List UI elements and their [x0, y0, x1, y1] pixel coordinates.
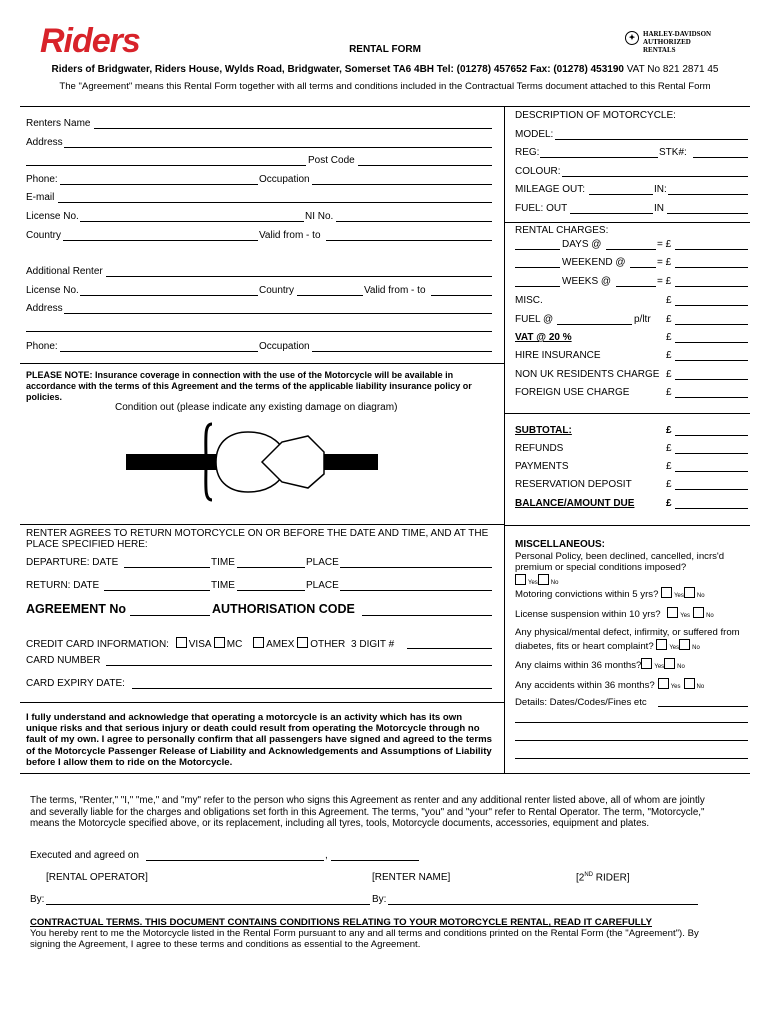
weeks-qty-field[interactable]	[515, 286, 560, 287]
agreement-definition: The "Agreement" means this Rental Form together with all terms and conditions included in the Contractual Terms document attached to this Rental Form	[59, 81, 711, 92]
additional-occupation-label: Occupation	[259, 341, 310, 352]
contract-heading: CONTRACTUAL TERMS. THIS DOCUMENT CONTAINS CONDITIONS RELATING TO YOUR MOTORCYCLE RENTAL, READ IT CAREFULLY	[30, 917, 652, 928]
top-rule	[20, 106, 750, 107]
fuel-rate-field[interactable]	[557, 324, 632, 325]
renters-name-label: Renters Name	[26, 118, 91, 129]
card-expiry-label: CARD EXPIRY DATE:	[26, 678, 125, 689]
credit-card-info	[26, 637, 394, 650]
weeks-eq: = £	[657, 276, 672, 287]
return-time-field[interactable]	[237, 590, 305, 591]
departure-date-field[interactable]	[124, 567, 210, 568]
right-rule-3	[504, 525, 750, 526]
additional-license-label: License No.	[26, 285, 79, 296]
defect-no-checkbox[interactable]	[679, 639, 690, 650]
additional-renter-label: Additional Renter	[26, 266, 103, 277]
mileage-in-label: IN:	[654, 184, 667, 195]
executed-comma: ,	[325, 850, 328, 861]
renter-signature-field[interactable]	[388, 904, 698, 905]
additional-address-label: Address	[26, 303, 63, 314]
policy-yes-checkbox[interactable]	[515, 574, 526, 585]
weeks-rate-field[interactable]	[616, 286, 656, 287]
by-label-2: By:	[372, 894, 387, 905]
card-number-field[interactable]	[106, 665, 492, 666]
motoring-no-checkbox[interactable]	[684, 587, 695, 598]
days-rate-field[interactable]	[606, 249, 656, 250]
three-digit-label: 3 DIGIT #	[351, 639, 395, 650]
miscellaneous-heading: MISCELLANEOUS:	[515, 539, 605, 550]
additional-license-field[interactable]	[80, 295, 258, 296]
days-eq: = £	[657, 239, 672, 250]
additional-phone-field[interactable]	[60, 351, 258, 352]
amex-label: AMEX	[266, 639, 295, 650]
additional-valid-label: Valid from - to	[364, 285, 426, 296]
stk-label: STK#:	[659, 147, 687, 158]
weeks-label: WEEKS @	[562, 276, 612, 287]
policy-yes-label: Yes	[528, 580, 538, 586]
form-title: RENTAL FORM	[349, 44, 421, 55]
reservation-deposit-label: RESERVATION DEPOSIT	[515, 479, 632, 490]
license-label: License No.	[26, 211, 79, 222]
renter-name-label: [RENTER NAME]	[372, 872, 451, 883]
subtotal-pound: £	[666, 425, 672, 436]
operator-signature-field[interactable]	[46, 904, 370, 905]
other-checkbox[interactable]	[297, 637, 308, 648]
address-line-2-field[interactable]	[26, 165, 306, 166]
return-place-label: PLACE	[306, 580, 339, 591]
executed-place-field[interactable]	[331, 860, 419, 861]
occupation-label: Occupation	[259, 174, 310, 185]
mileage-out-field[interactable]	[589, 194, 653, 195]
details-line-3[interactable]	[515, 740, 748, 741]
additional-country-field[interactable]	[297, 295, 363, 296]
fuel-out-label: FUEL: OUT	[515, 203, 568, 214]
payments-label: PAYMENTS	[515, 461, 569, 472]
days-total-field[interactable]	[675, 249, 748, 250]
return-agreement-text: RENTER AGREES TO RETURN MOTORCYCLE ON OR BEFORE THE DATE AND TIME, AND AT THE PLACE SPECIFIED HERE:	[26, 528, 489, 550]
motoring-question: Motoring convictions within 5 yrs?	[515, 589, 659, 600]
motoring-yes-label: Yes	[674, 593, 684, 599]
balance-due-field[interactable]	[675, 508, 748, 509]
motoring-yes-checkbox[interactable]	[661, 587, 672, 598]
rental-operator-label: [RENTAL OPERATOR]	[46, 872, 148, 883]
address-text: Riders of Bridgwater, Riders House, Wylds Road, Bridgwater, Somerset TA6 4BH Tel: (01278) 457652 Fax: (01278) 453190	[51, 64, 624, 75]
motoring-convictions-row	[515, 587, 705, 600]
right-rule-1	[504, 222, 750, 223]
defect-yes-checkbox[interactable]	[656, 639, 667, 650]
country-field[interactable]	[63, 240, 258, 241]
visa-label: VISA	[188, 639, 211, 650]
riders-logo: Riders	[40, 22, 140, 60]
suspension-yes-checkbox[interactable]	[667, 607, 678, 618]
subtotal-field[interactable]	[675, 435, 748, 436]
authorisation-code-field[interactable]	[362, 615, 492, 616]
model-field[interactable]	[555, 139, 748, 140]
details-field[interactable]	[658, 706, 748, 707]
mileage-out-label: MILEAGE OUT:	[515, 184, 586, 195]
additional-occupation-field[interactable]	[312, 351, 492, 352]
insurance-note: PLEASE NOTE: Insurance coverage in connection with the use of the Motorcycle will be available in accordance with the terms of this Agreement and the terms of the applicable liability insurance policy or policies.	[26, 370, 472, 402]
non-uk-pound: £	[666, 369, 672, 380]
other-label: OTHER	[310, 639, 346, 650]
payments-pound: £	[666, 461, 672, 472]
payments-field[interactable]	[675, 471, 748, 472]
accidents-row	[515, 678, 704, 691]
policy-no-checkbox[interactable]	[538, 574, 549, 585]
policy-no-label: No	[550, 580, 559, 586]
policy-answer	[515, 574, 558, 587]
return-time-label: TIME	[211, 580, 235, 591]
contract-body: You hereby rent to me the Motorcycle listed in the Rental Form pursuant to any and all terms and conditions printed on the Rental Form (the "Agreement"). By signing the Agreement, I agree to these terms and conditions as essential to the Agreement.	[30, 928, 699, 950]
email-label: E-mail	[26, 192, 55, 203]
motorcycle-heading: DESCRIPTION OF MOTORCYCLE:	[515, 110, 676, 121]
fuel-out-field[interactable]	[570, 213, 653, 214]
claims-no-label: No	[677, 664, 685, 670]
section-rule-1	[20, 363, 504, 364]
fuel-pound: £	[666, 314, 672, 325]
hire-insurance-pound: £	[666, 350, 672, 361]
ni-label: NI No.	[305, 211, 334, 222]
phone-label: Phone:	[26, 174, 58, 185]
motorcycle-damage-diagram[interactable]	[120, 418, 380, 506]
agreement-no-field[interactable]	[130, 615, 210, 616]
additional-address-field[interactable]	[64, 313, 492, 314]
section-rule-2	[20, 524, 504, 525]
foreign-use-pound: £	[666, 387, 672, 398]
additional-renter-field[interactable]	[106, 276, 492, 277]
weekend-eq: = £	[657, 257, 672, 268]
colour-label: COLOUR:	[515, 166, 561, 177]
defect-row	[515, 627, 765, 654]
misc-charge-field[interactable]	[675, 305, 748, 306]
additional-address-line-2[interactable]	[26, 331, 492, 332]
address-field[interactable]	[64, 147, 492, 148]
card-number-label: CARD NUMBER	[26, 655, 101, 666]
column-divider	[504, 106, 505, 773]
second-rider-post: RIDER]	[593, 872, 630, 884]
details-line-2[interactable]	[515, 722, 748, 723]
accidents-question: Any accidents within 36 months?	[515, 680, 655, 691]
mc-label: MC	[226, 639, 243, 650]
return-label: RETURN: DATE	[26, 580, 100, 591]
credit-card-label: CREDIT CARD INFORMATION:	[26, 639, 169, 650]
email-field[interactable]	[58, 202, 492, 203]
departure-time-label: TIME	[211, 557, 235, 568]
departure-label: DEPARTURE: DATE	[26, 557, 119, 568]
claims-question: Any claims within 36 months?	[515, 660, 642, 671]
suspension-no-label: No	[706, 613, 714, 619]
return-date-field[interactable]	[104, 590, 210, 591]
suspension-no-checkbox[interactable]	[693, 607, 704, 618]
fuel-in-label: IN	[654, 203, 664, 214]
three-digit-field[interactable]	[407, 648, 492, 649]
executed-date-field[interactable]	[146, 860, 324, 861]
executed-label: Executed and agreed on	[30, 850, 139, 861]
rental-charges-heading: RENTAL CHARGES:	[515, 225, 609, 236]
post-code-field[interactable]	[358, 165, 492, 166]
additional-phone-label: Phone:	[26, 341, 58, 352]
reg-field[interactable]	[540, 157, 658, 158]
details-label: Details: Dates/Codes/Fines etc	[515, 697, 647, 708]
colour-field[interactable]	[562, 176, 748, 177]
foreign-use-label: FOREIGN USE CHARGE	[515, 387, 630, 398]
section-rule-3	[20, 702, 504, 703]
stk-field[interactable]	[693, 157, 748, 158]
suspension-yes-label: Yes	[680, 613, 691, 619]
amex-checkbox[interactable]	[253, 637, 264, 648]
second-rider-sup: ND	[584, 872, 594, 878]
hire-insurance-label: HIRE INSURANCE	[515, 350, 601, 361]
country-label: Country	[26, 230, 62, 241]
misc-charge-label: MISC.	[515, 295, 543, 306]
company-address	[0, 64, 770, 75]
reservation-deposit-field[interactable]	[675, 489, 748, 490]
days-label: DAYS @	[562, 239, 602, 250]
claims-no-checkbox[interactable]	[664, 658, 675, 669]
contractual-terms	[30, 917, 720, 950]
visa-checkbox[interactable]	[176, 637, 187, 648]
misc-pound: £	[666, 295, 672, 306]
vat-number: VAT No 821 2871 45	[623, 64, 719, 75]
valid-field[interactable]	[326, 240, 492, 241]
handlebar-left	[126, 454, 216, 470]
balance-pound: £	[666, 498, 672, 509]
refunds-field[interactable]	[675, 453, 748, 454]
defect-question: Any physical/mental defect, infirmity, or suffered from diabetes, fits or heart complaint?	[515, 627, 740, 652]
risk-declaration: I fully understand and acknowledge that operating a motorcycle is an activity which has its own unique risks and that serious injury or death could result from operating the Motorcycle through no fault of my own. I agree to personally confirm that all passengers have signed and agreed to the terms of the Motorcycle Passenger Release of Liability and Acknowledgements and Assumptions of Liability before I allow them to ride on the Motorcycle.	[26, 712, 492, 768]
suspension-question: License suspension within 10 yrs?	[515, 609, 661, 620]
model-label: MODEL:	[515, 129, 554, 140]
ni-field[interactable]	[336, 221, 492, 222]
foreign-use-field[interactable]	[675, 397, 748, 398]
card-expiry-field[interactable]	[132, 688, 492, 689]
accidents-yes-checkbox[interactable]	[658, 678, 669, 689]
subtotal-label: SUBTOTAL:	[515, 425, 572, 436]
occupation-field[interactable]	[312, 184, 492, 185]
weekend-qty-field[interactable]	[515, 267, 560, 268]
weekend-rate-field[interactable]	[630, 267, 656, 268]
address-label: Address	[26, 137, 63, 148]
return-place-field[interactable]	[340, 590, 492, 591]
weeks-total-field[interactable]	[675, 286, 748, 287]
details-line-4[interactable]	[515, 758, 748, 759]
post-code-label: Post Code	[308, 155, 355, 166]
phone-field[interactable]	[60, 184, 258, 185]
valid-label: Valid from - to	[259, 230, 321, 241]
defect-yes-label: Yes	[669, 645, 680, 651]
shield-icon: ✦	[625, 31, 639, 45]
section-rule-bottom	[20, 773, 750, 774]
handlebar-right	[318, 454, 378, 470]
accidents-yes-label: Yes	[670, 684, 681, 690]
vat-pound: £	[666, 332, 672, 343]
claims-yes-label: Yes	[654, 664, 665, 670]
additional-valid-field[interactable]	[431, 295, 492, 296]
brand-line-2: AUTHORIZED RENTALS	[643, 38, 691, 54]
renters-name-field[interactable]	[94, 128, 492, 129]
per-ltr-label: p/ltr	[634, 314, 651, 325]
weekend-total-field[interactable]	[675, 267, 748, 268]
reg-label: REG:	[515, 147, 540, 158]
claims-row	[515, 658, 685, 671]
by-label-1: By:	[30, 894, 45, 905]
fuel-charge-label: FUEL @	[515, 314, 554, 325]
departure-time-field[interactable]	[237, 567, 305, 568]
second-rider-label	[576, 872, 630, 883]
right-rule-2	[504, 413, 750, 414]
agreement-no-label: AGREEMENT No	[26, 602, 126, 616]
refunds-pound: £	[666, 443, 672, 454]
reservation-pound: £	[666, 479, 672, 490]
authorisation-code-label: AUTHORISATION CODE	[212, 602, 355, 616]
mc-checkbox[interactable]	[214, 637, 225, 648]
condition-out-label: Condition out (please indicate any existing damage on diagram)	[115, 402, 398, 413]
fuel-in-field[interactable]	[667, 213, 748, 214]
fuel-charge-field[interactable]	[675, 324, 748, 325]
mileage-in-field[interactable]	[668, 194, 748, 195]
departure-place-field[interactable]	[340, 567, 492, 568]
vat-field[interactable]	[675, 342, 748, 343]
departure-place-label: PLACE	[306, 557, 339, 568]
terms-definition: The terms, "Renter," "I," "me," and "my" refer to the person who signs this Agreement as renter and any additional renter listed above, all of whom are jointly and severally liable for the charges and obligations set forth in this Agreement. The terms, "you" and "your" refer to Rental Operator. The term, "Motorcycle," means the Motorcycle specified above, or its replacement, including all tyres, tools, Motorcycle documents, accessories, equipment and plates.	[30, 795, 705, 829]
balance-due-label: BALANCE/AMOUNT DUE	[515, 498, 635, 509]
license-field[interactable]	[80, 221, 304, 222]
hire-insurance-field[interactable]	[675, 360, 748, 361]
non-uk-field[interactable]	[675, 379, 748, 380]
brand-line-1: HARLEY-DAVIDSON	[643, 30, 712, 38]
claims-yes-checkbox[interactable]	[641, 658, 652, 669]
refunds-label: REFUNDS	[515, 443, 564, 454]
additional-country-label: Country	[259, 285, 295, 296]
defect-no-label: No	[692, 645, 700, 651]
policy-question: Personal Policy, been declined, cancelled, incrs'd premium or special conditions imposed?	[515, 551, 725, 573]
accidents-no-label: No	[696, 684, 705, 690]
vat-label: VAT @ 20 %	[515, 332, 572, 343]
weekend-label: WEEKEND @	[562, 257, 626, 268]
suspension-row	[515, 607, 714, 620]
accidents-no-checkbox[interactable]	[684, 678, 695, 689]
second-rider-pre: [2	[576, 872, 585, 884]
non-uk-label: NON UK RESIDENTS CHARGE	[515, 369, 660, 380]
days-qty-field[interactable]	[515, 249, 560, 250]
motoring-no-label: No	[696, 593, 705, 599]
